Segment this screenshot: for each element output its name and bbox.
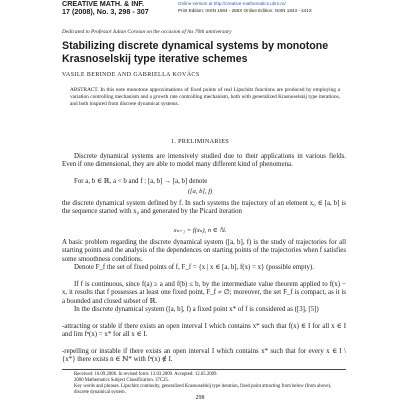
footnote-msc: 2000 Mathematics Subject Classification. 37C25. <box>74 378 170 383</box>
footnote-received: Received: 16.09.2008. In revised form: 13.03.2009. Accepted: 12.05.2009. <box>74 372 218 377</box>
paragraph-continuity: If f is continuous, since f(a) ≥ a and f(b) ≤ b, by the intermediate value theorem applied to f(x) − x, it results that f possesses at least one fixed point, F_f ≠ ∅; moreover, the set F_f is compact, as it is a bounded and closed subset of ℝ. <box>62 281 346 305</box>
paragraph-intro: Discrete dynamical systems are intensively studied due to their applications in various fields. Even if one dimensional, they are able to model many different kind of phenomena. <box>62 153 346 169</box>
journal-name: CREATIVE MATH. & INF. <box>62 0 144 8</box>
paragraph-fixed-points: Denote F_f the set of fixed points of f, F_f = {x | x ∈ [a, b], f(x) = x} (possible empty). <box>74 264 314 271</box>
journal-edition-info <box>178 0 312 14</box>
page-number: 298 <box>195 395 205 401</box>
journal-issn: Print Edition: ISSN 1584 - 286X Online Edition: ISSN 1843 - 441X <box>178 8 312 13</box>
list-item-repelling: -repelling or instable if there exists an open interval I which contains x* such that for every x ∈ I \ {x*} there exists n ∈ ℕ* with fⁿ(x) ∉ I. <box>62 348 346 364</box>
abstract <box>70 87 340 107</box>
paper-authors: VASILE BERINDE AND GABRIELLA KOVÁCS <box>62 72 200 78</box>
paragraph-definition: In the discrete dynamical system ([a, b], f) a fixed point x* of f is considered as ([3], [5]) <box>74 306 319 313</box>
paragraph-problem: A basic problem regarding the discrete dynamical system ([a, b], f) is the study of trajectories for all starting points and the analysis of the dependences on starting points of the trajectories when f satisfies some smoothness conditions. <box>62 239 346 263</box>
equation-picard: xₙ₊₁ = f(xₙ), n ∈ ℕ. <box>173 227 227 234</box>
abstract-label: ABSTRACT. <box>70 87 99 93</box>
dedication: Dedicated to Professor Iulian Coroian on the occasion of his 70th anniversary <box>62 29 232 35</box>
abstract-text: In this note monotone approximations of fixed points of real Lipschitz functions are produced by employing a variation controlling mechanism and a growth rate controlling mechanism, both with generalized Krasnoselskij type iterations, and both inspired from discrete dynamical systems. <box>70 87 341 107</box>
paper-title: Stabilizing discrete dynamical systems by monotone Krasnoselskij type iterative schemes <box>62 40 329 65</box>
paragraph-domain: For a, b ∈ ℝ, a < b and f : [a, b] → [a, b] denote <box>74 178 208 185</box>
list-item-attracting: -attracting or stable if there exists an open interval I which contains x* such that f(x) ∈ I for all x ∈ I and lim fⁿ(x) = x* for all x ∈ I. <box>62 323 346 339</box>
equation-system: ([a, b], f) <box>187 188 213 195</box>
paragraph-trajectory: the discrete dynamical system defined by f. In such systems the trajectory of an element x₀ ∈ [a, b] is the sequence started with x₀ and generated by the Picard iteration <box>62 200 346 216</box>
journal-masthead <box>62 0 149 16</box>
section-heading: 1. PRELIMINARIES <box>170 138 230 145</box>
journal-online-link[interactable]: Online version at http://creative-mathematics.ubm.ro/ <box>178 1 286 6</box>
footnote-divider <box>62 369 346 370</box>
journal-issue: 17 (2008), No. 3, 298 - 307 <box>62 7 149 16</box>
footnote-keywords: Key words and phrases. Lipschitz continuity, generalized Krasnoselskij type iteration, fixed point attracting from below (from above), discrete dynamical system. <box>74 384 332 396</box>
